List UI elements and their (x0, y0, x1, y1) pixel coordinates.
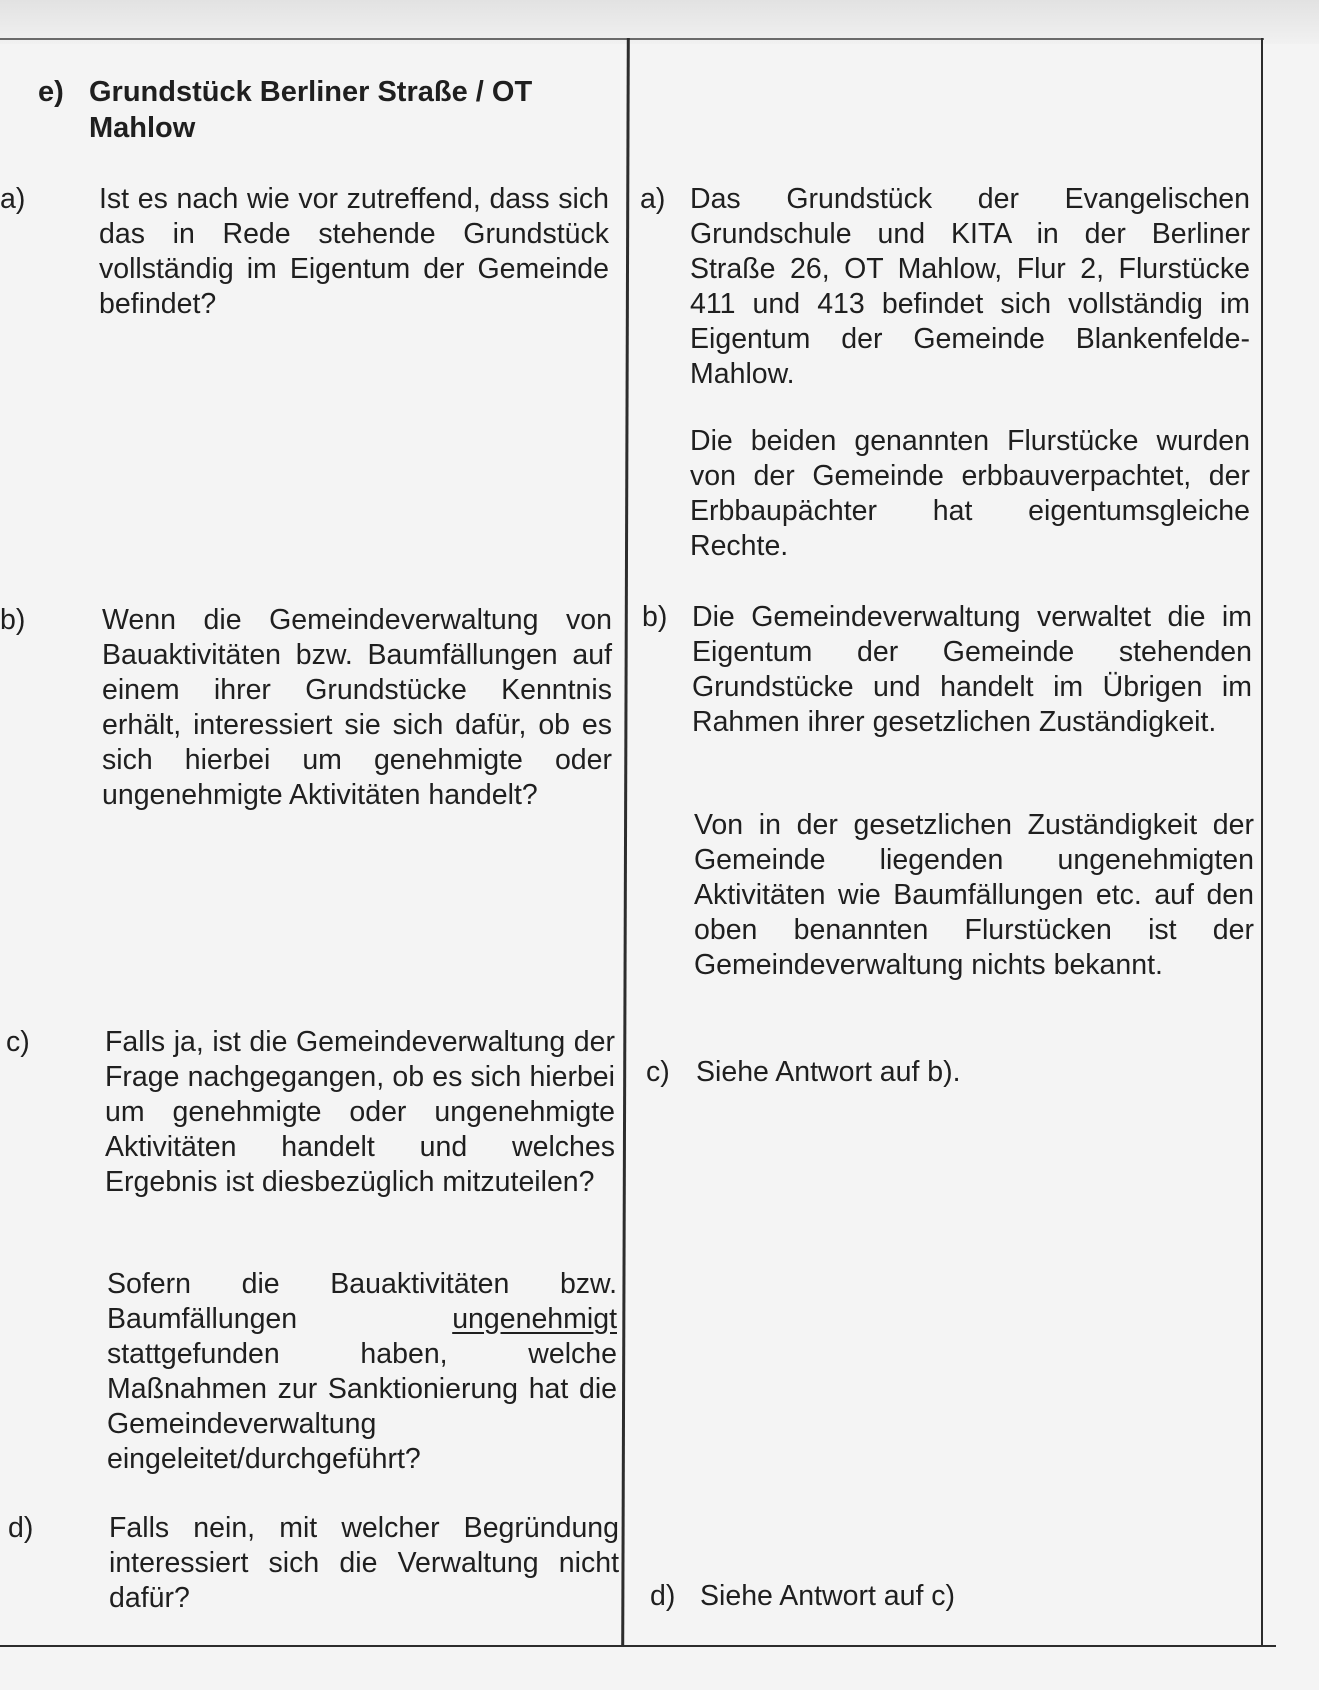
section-title-line1: Grundstück Berliner Straße / OT (89, 76, 533, 108)
question-label-c: c) (6, 1026, 30, 1058)
table-right-border (1261, 38, 1263, 1646)
answer-text-b1: Die Gemeindeverwaltung verwaltet die im Eigentum der Gemeinde stehenden Grundstücke und handelt im Übrigen im Rahmen ihrer gesetzlichen Zuständigkeit. (692, 601, 1252, 738)
answer-text-a2: Die beiden genannten Flurstücke wurden von der Gemeinde erbbauverpachtet, der Erbbaupächter hat eigentumsgleiche Rechte. (690, 425, 1250, 562)
question-text-c2 (107, 1267, 617, 1477)
answer-label-d: d) (650, 1580, 676, 1612)
table-bottom-border (0, 1645, 1276, 1647)
answer-label-b: b) (642, 601, 668, 633)
question-text-a: Ist es nach wie vor zutreffend, dass sich das in Rede stehende Grundstück vollständig im Eigentum der Gemeinde befindet? (99, 183, 609, 320)
question-text-c2-underlined: ungenehmigt (452, 1303, 617, 1335)
answer-text-a1: Das Grundstück der Evangelischen Grundschule und KITA in der Berliner Straße 26, OT Mahlow, Flur 2, Flurstücke 411 und 413 befindet sich vollständig im Eigentum der Gemeinde Blankenfelde-Mahlow. (690, 183, 1250, 390)
column-divider (621, 38, 630, 1646)
question-label-d: d) (8, 1512, 34, 1544)
answer-label-a: a) (640, 183, 666, 215)
section-title-line2: Mahlow (89, 112, 196, 144)
question-label-b: b) (0, 604, 26, 636)
question-label-a: a) (0, 183, 26, 215)
question-text-c2-after: stattgefunden haben, welche Maßnahmen zur Sanktionierung hat die Gemeindeverwaltung eingeleitet/durchgeführt? (107, 1338, 617, 1475)
table-top-border (0, 38, 1264, 40)
question-text-c2-before: Sofern die Bauaktivitäten bzw. Baumfällungen (107, 1268, 617, 1335)
answer-text-c: Siehe Antwort auf b). (696, 1056, 961, 1088)
answer-text-d: Siehe Antwort auf c) (700, 1580, 956, 1612)
question-text-d: Falls nein, mit welcher Begründung interessiert sich die Verwaltung nicht dafür? (109, 1512, 619, 1614)
answer-label-c: c) (646, 1056, 670, 1088)
question-text-c1: Falls ja, ist die Gemeindeverwaltung der Frage nachgegangen, ob es sich hierbei um genehmigte oder ungenehmigte Aktivitäten handelt und welches Ergebnis ist diesbezüglich mitzuteilen? (105, 1026, 615, 1198)
answer-text-b2: Von in der gesetzlichen Zuständigkeit der Gemeinde liegenden ungenehmigten Aktivitäten wie Baumfällungen etc. auf den oben benannten Flurstücken ist der Gemeindeverwaltung nichts bekannt. (694, 809, 1254, 981)
question-text-b: Wenn die Gemeindeverwaltung von Bauaktivitäten bzw. Baumfällungen auf einem ihrer Grundstücke Kenntnis erhält, interessiert sie sich dafür, ob es sich hierbei um genehmigte oder ungenehmigte Aktivitäten handelt? (102, 604, 612, 811)
section-label: e) (38, 76, 64, 108)
